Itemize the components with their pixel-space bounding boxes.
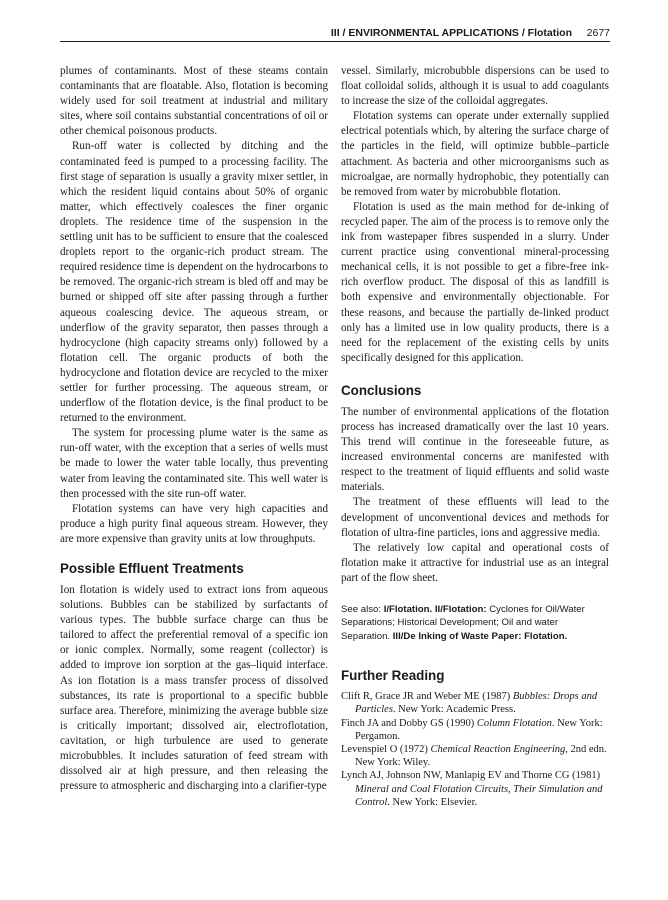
paragraph: plumes of contaminants. Most of these steams contain contaminants that are floatable. Also, flotation is becoming widely used for soil treatment at industrial and military sites, where soil contains substantial concentrations of oil or other chemical poisonous products. [60,65,328,138]
paragraph: Ion flotation is widely used to extract ions from aqueous solutions. Bubbles can be stabilized by surfactants of various types. The bubble surface charge can thus be tailored to affect the preferential removal of a specific ion or ionic complex. Normally, some reagent (collector) is added to improve ion sorption at the gas–liquid interface. As ion flotation is a mass transfer process of dissolved substances, its rate is proportional to a specific bubble surface area. Therefore, minimizing the average bubble size is critically important; dissolved air, electroflotation, cavitation, or high turbulence are used to generate microbubbles. It includes saturation of feed stream with dissolved air at high pressure, and then releasing the pressure to atmospheric and discharging into a clarifier-type [60,584,328,793]
reference-item: Lynch AJ, Johnson NW, Manlapig EV and Thorne CG (1981) Mineral and Coal Flotation Circuits, Their Simulation and Control. New York: Elsevier. [341,770,603,808]
paragraph: vessel. Similarly, microbubble dispersions can be used to float colloidal solids, although it is usual to add coagulants to increase the size of the colloidal aggregates. [341,65,609,108]
paragraph: The treatment of these effluents will lead to the development of unconventional devices and methods for flotation of ultra-fine particles, ions and aggressive media. [341,496,609,539]
see-also [341,603,609,643]
page-number: 2677 [586,27,610,39]
reference-list [341,690,609,809]
paragraph: Flotation systems can operate under externally supplied electrical potentials which, by altering the surface charge of the particles in the field, will optimize bubble–particle attachment. As bacteria and other microorganisms such as microalgae, are normally hydrophobic, they potentially can be removed from water by microbubble flotation. [341,110,609,198]
see-also-link[interactable]: Cyclones for Oil/Water Separations; Historical Development; Oil and water Separation. [341,604,585,642]
paragraph: The number of environmental applications of the flotation process has increased dramatically over the last 10 years. This trend will continue in the foreseeable future, as increased environmental concerns are manifested with respect to the treatment of liquid effluents and solid waste materials. [341,405,609,494]
header-rule [60,41,610,42]
paragraph: The relatively low capital and operational costs of flotation make it attractive for industrial use as an integral part of the flow sheet. [341,541,609,584]
paragraph: Flotation systems can have very high capacities and produce a high purity final aqueous stream. However, they are more expensive than gravity units at low throughputs. [60,502,328,545]
running-header [60,22,610,42]
reference-item: Levenspiel O (1972) Chemical Reaction Engineering, 2nd edn. New York: Wiley. [341,744,607,769]
paragraph: The system for processing plume water is the same as run-off water, with the exception that a series of wells must be made to lower the water table locally, thus preventing water from leaving the contaminated site. This well water is then processed with the site run-off water. [60,427,328,500]
paragraph: Flotation is used as the main method for de-inking of recycled paper. The aim of the process is to remove only the ink from wastepaper fibres suspended in a slurry. Under current practice using conventional mineral-processing mechanical cells, it is not possible to get a fibre-free ink-rich overflow product. The disposal of this as landfill is both expensive and environmentally objectionable. For these reasons, and because the partially de-linked product only has a limited use in low quality products, there is a need for the replacement of the existing cells by units specifically designed for this application. [341,200,609,364]
reference-item: Clift R, Grace JR and Weber ME (1987) Bubbles: Drops and Particles. New York: Academic Press. [341,691,598,716]
see-also-label: See also: [341,604,382,615]
section-heading-effluent: Possible Effluent Treatments [60,561,244,576]
right-column [341,64,609,809]
section-heading-further-reading: Further Reading [341,668,445,684]
left-column [60,64,328,794]
running-head: III / ENVIRONMENTAL APPLICATIONS / Flotation [330,27,572,39]
see-also-link[interactable]: II/Flotation: [434,604,487,615]
section-heading-conclusions: Conclusions [341,382,422,398]
see-also-link[interactable]: III/De Inking of Waste Paper: Flotation. [392,630,568,642]
reference-item: Finch JA and Dobby GS (1990) Column Flotation. New York: Pergamon. [341,717,603,742]
see-also-link[interactable]: I/Flotation. [383,604,433,615]
paragraph: Run-off water is collected by ditching and the contaminated feed is pumped to a processing facility. The first stage of separation is usually a gravity mixer settler, in which the resident liquid contains about 50% of organic matter, which effectively coalesces the finer organic droplets. The residence time of the suspension in the settling unit has to be sufficient to ensure that the coalesced droplets report to the organic-rich product stream. The required residence time is dependent on the hydrocarbons to be removed. The organic-rich stream is bled off and may be burned or shipped off site after passing through a further aqueous coalescing device. The aqueous stream, or underflow of the gravity separator, then passes through a hydrocyclone (high capacity streams only) followed by a flotation cell. The organic products of both the hydrocyclone and flotation device are recycled to the mixer settler for further processing. The aqueous stream, or underflow of the flotation device, is the final product to be returned to the environment. [60,140,328,425]
